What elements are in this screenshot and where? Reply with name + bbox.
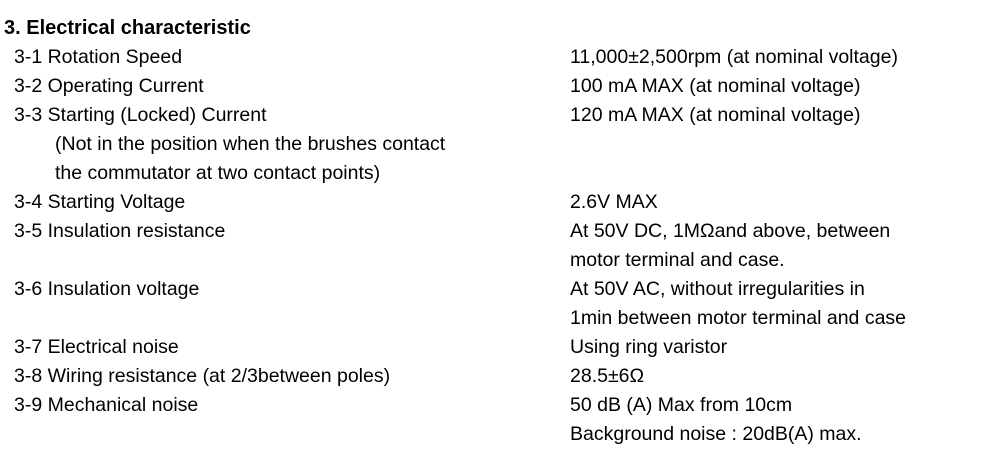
spec-row-electrical-noise	[0, 333, 1000, 362]
spec-label: 3-9 Mechanical noise	[14, 394, 199, 416]
spec-row-insulation-resistance	[0, 217, 1000, 246]
spec-value: 100 mA MAX (at nominal voltage)	[570, 75, 861, 97]
spec-row-starting-current-note-2	[0, 159, 1000, 188]
spec-note: the commutator at two contact points)	[55, 162, 381, 184]
spec-value: 2.6V MAX	[570, 191, 658, 213]
spec-value: 11,000±2,500rpm (at nominal voltage)	[570, 46, 898, 68]
spec-value: 1min between motor terminal and case	[570, 307, 907, 329]
spec-label	[0, 246, 570, 275]
spec-row-insulation-voltage-cont	[0, 304, 1000, 333]
spec-note: (Not in the position when the brushes contact	[55, 133, 446, 155]
spec-label: 3-5 Insulation resistance	[14, 220, 226, 242]
spec-value: At 50V AC, without irregularities in	[570, 278, 865, 300]
spec-label: 3-4 Starting Voltage	[14, 191, 186, 213]
spec-value: Using ring varistor	[570, 336, 728, 358]
spec-value: motor terminal and case.	[570, 249, 785, 271]
section-heading: 3. Electrical characteristic	[4, 17, 251, 39]
spec-row-insulation-resistance-cont	[0, 246, 1000, 275]
spec-label: 3-8 Wiring resistance (at 2/3between poles)	[14, 365, 391, 387]
spec-row-rotation-speed	[0, 43, 1000, 72]
spec-value	[570, 130, 1000, 159]
spec-label	[0, 304, 570, 333]
spec-label: 3-7 Electrical noise	[14, 336, 179, 358]
spec-value	[570, 159, 1000, 188]
spec-row-mechanical-noise-cont	[0, 420, 1000, 449]
spec-label: 3-1 Rotation Speed	[14, 46, 183, 68]
spec-row-starting-current-note-1	[0, 130, 1000, 159]
spec-row-starting-current	[0, 101, 1000, 130]
spec-label	[0, 420, 570, 449]
spec-label: 3-6 Insulation voltage	[14, 278, 200, 300]
spec-row-operating-current	[0, 72, 1000, 101]
spec-row-wiring-resistance	[0, 362, 1000, 391]
spec-value: 120 mA MAX (at nominal voltage)	[570, 104, 861, 126]
spec-row-insulation-voltage	[0, 275, 1000, 304]
spec-value: 50 dB (A) Max from 10cm	[570, 394, 793, 416]
spec-value: At 50V DC, 1MΩand above, between	[570, 220, 891, 242]
spec-value: 28.5±6Ω	[570, 365, 645, 387]
spec-row-starting-voltage	[0, 188, 1000, 217]
spec-label: 3-2 Operating Current	[14, 75, 204, 97]
spec-table	[0, 43, 1000, 449]
spec-label: 3-3 Starting (Locked) Current	[14, 104, 267, 126]
spec-value: Background noise : 20dB(A) max.	[570, 423, 862, 445]
spec-row-mechanical-noise	[0, 391, 1000, 420]
